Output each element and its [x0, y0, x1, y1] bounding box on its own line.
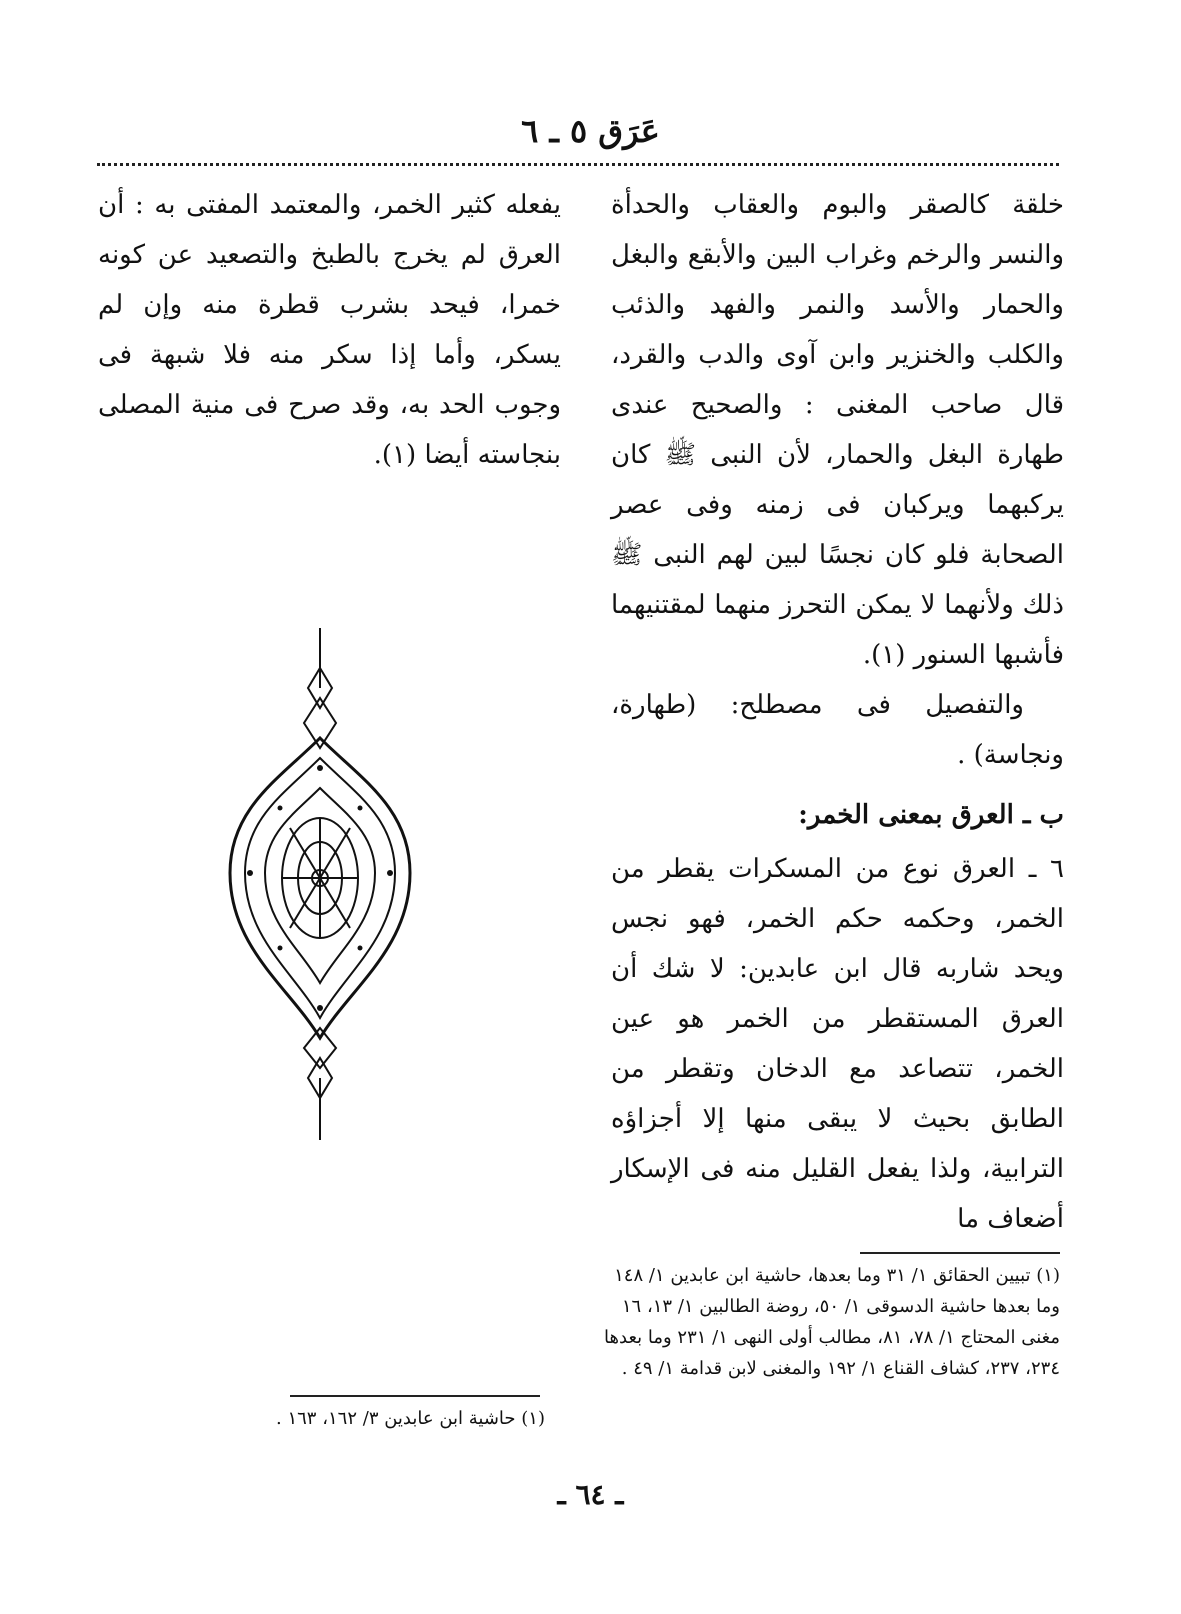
- left-paragraph-1: [98, 180, 561, 480]
- right-paragraph-3: ٦ ـ العرق نوع من المسكرات يقطر من الخمر، وحكمه حكم الخمر، فهو نجس ويحد شاربه قال ابن عابدين: لا شك أن العرق المستقطر من الخمر هو عين الخمر، تتصاعد مع الدخان وتقطر من الطابق بحيث لا يبقى منها إلا أجزاؤه الترابية، ولذا يفعل القليل منه فى الإسكار أضعاف ما: [611, 854, 1064, 1234]
- left-column: [98, 180, 561, 480]
- right-paragraph-1-text: خلقة كالصقر والبوم والعقاب والحدأة والنسر والرخم وغراب البين والأبقع والبغل والحمار والأسد والنمر والفهد والذئب والكلب والخنزير وابن آوى والدب والقرد، قال صاحب المغنى : والصحيح عندى طهارة البغل والحمار، لأن النبى ﷺ كان يركبهما ويركبان فى زمنه وفى عصر الصحابة فلو كان نجسًا لبين لهم النبى ﷺ ذلك ولأنهما لا يمكن التحرز منهما لمقتنيهما فأشبها السنور: [611, 190, 1064, 670]
- right-paragraph-2: والتفصيل فى مصطلح: (طهارة، ونجاسة) .: [611, 690, 1064, 770]
- footnote-left: (١) حاشية ابن عابدين ٣/ ١٦٢، ١٦٣ .: [276, 1408, 545, 1429]
- ornament-icon: [220, 628, 420, 1140]
- left-paragraph-1-text: يفعله كثير الخمر، والمعتمد المفتى به : أن العرق لم يخرج بالطبخ والتصعيد عن كونه خمرا، فيحد بشرب قطرة منه وإن لم يسكر، وأما إذا سكر منه فلا شبهة فى وجوب الحد به، وقد صرح فى منية المصلى بنجاسته أيضا: [98, 190, 561, 470]
- section-heading: ب ـ العرق بمعنى الخمر:: [798, 800, 1064, 830]
- page-number: ـ ٦٤ ـ: [557, 1478, 624, 1511]
- footnote-divider-right: [860, 1252, 1060, 1254]
- footnote-divider-left: [290, 1395, 540, 1397]
- page-header-title: عَرَق ٥ ـ ٦: [521, 112, 660, 150]
- footnote-ref: (١).: [862, 640, 906, 670]
- right-paragraph-1: [611, 180, 1064, 680]
- footnote-ref: (١).: [373, 440, 417, 470]
- header-dotted-divider: [97, 163, 1059, 166]
- footnote-right: (١) تبيين الحقائق ١/ ٣١ وما بعدها، حاشية ابن عابدين ١/ ١٤٨ وما بعدها حاشية الدسوقى ١/ ٥٠، روضة الطالبين ١/ ١٣، ١٦ مغنى المحتاج ١/ ٧٨، ٨١، مطالب أولى النهى ١/ ٢٣١ وما بعدها ٢٣٤، ٢٣٧، كشاف القناع ١/ ١٩٢ والمغنى لابن قدامة ١/ ٤٩ .: [604, 1265, 1060, 1379]
- right-column: [611, 180, 1064, 1244]
